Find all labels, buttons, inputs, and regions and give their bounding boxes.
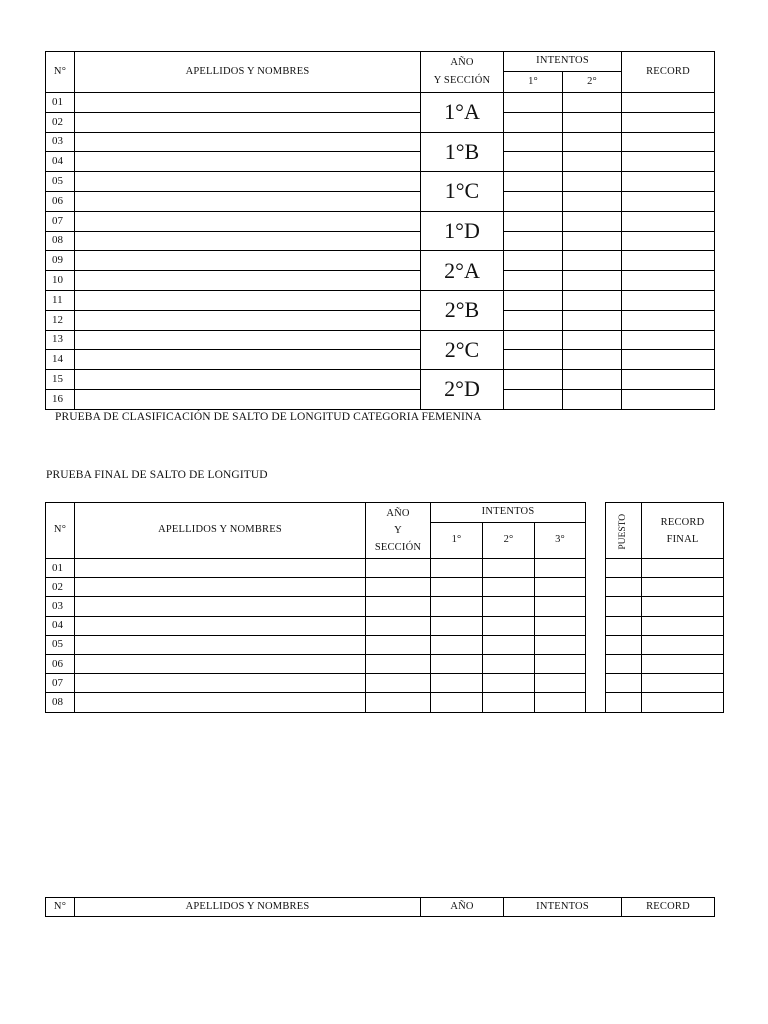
attempt-2-cell[interactable] <box>563 251 622 271</box>
final-record-cell[interactable] <box>642 635 724 654</box>
final-record-cell[interactable] <box>642 654 724 673</box>
third-header-attempts: INTENTOS <box>504 898 622 917</box>
name-cell[interactable] <box>75 693 366 712</box>
attempt-1-cell[interactable] <box>504 310 563 330</box>
record-cell[interactable] <box>622 310 715 330</box>
attempt-1-cell[interactable] <box>504 251 563 271</box>
third-header-number: N° <box>46 898 75 917</box>
attempt-1-cell[interactable] <box>431 616 483 635</box>
header-name: APELLIDOS Y NOMBRES <box>75 52 421 93</box>
name-cell[interactable] <box>75 559 366 578</box>
year-section-cell[interactable] <box>366 578 431 597</box>
name-cell[interactable] <box>75 271 421 291</box>
final-table <box>45 502 724 713</box>
qualification-table <box>45 51 715 410</box>
row-number: 08 <box>46 693 75 712</box>
table-row <box>46 152 715 172</box>
final-record-cell[interactable] <box>642 559 724 578</box>
attempt-2-cell[interactable] <box>483 559 535 578</box>
attempt-3-cell[interactable] <box>535 616 586 635</box>
attempt-2-cell[interactable] <box>483 616 535 635</box>
attempt-1-cell[interactable] <box>504 290 563 310</box>
place-cell[interactable] <box>606 674 642 693</box>
final-record-cell[interactable] <box>642 578 724 597</box>
spacer-cell <box>586 674 606 693</box>
attempt-1-cell[interactable] <box>431 693 483 712</box>
row-number: 08 <box>46 231 75 251</box>
year-section-cell[interactable] <box>366 693 431 712</box>
final-header-record <box>642 503 724 559</box>
record-cell[interactable] <box>622 172 715 192</box>
table-row <box>46 132 715 152</box>
row-number: 15 <box>46 370 75 390</box>
year-section-cell[interactable] <box>366 654 431 673</box>
attempt-2-cell[interactable] <box>563 290 622 310</box>
table-row <box>46 635 724 654</box>
table-row <box>46 578 724 597</box>
section-cell: 1°B <box>421 132 504 172</box>
attempt-1-cell[interactable] <box>504 271 563 291</box>
spacer-cell <box>586 578 606 597</box>
place-cell[interactable] <box>606 693 642 712</box>
place-cell[interactable] <box>606 654 642 673</box>
third-header-year: AÑO <box>421 898 504 917</box>
table-row <box>46 350 715 370</box>
name-cell[interactable] <box>75 152 421 172</box>
row-number: 09 <box>46 251 75 271</box>
section-cell: 1°D <box>421 211 504 251</box>
final-header-place <box>606 503 642 559</box>
final-record-cell[interactable] <box>642 597 724 616</box>
table-row <box>46 559 724 578</box>
third-header-name: APELLIDOS Y NOMBRES <box>75 898 421 917</box>
spacer-cell <box>586 559 606 578</box>
attempt-1-cell[interactable] <box>504 330 563 350</box>
table-row <box>46 693 724 712</box>
table-row <box>46 616 724 635</box>
table-row <box>46 251 715 271</box>
caption-qualification: PRUEBA DE CLASIFICACIÓN DE SALTO DE LONGITUD CATEGORIA FEMENINA <box>55 411 482 423</box>
header-year-section <box>421 52 504 93</box>
attempt-2-cell[interactable] <box>483 674 535 693</box>
header-attempt-1: 1° <box>504 72 563 93</box>
attempt-1-cell[interactable] <box>431 597 483 616</box>
name-cell[interactable] <box>75 172 421 192</box>
row-number: 10 <box>46 271 75 291</box>
table-row <box>46 597 724 616</box>
attempt-1-cell[interactable] <box>504 172 563 192</box>
place-cell[interactable] <box>606 578 642 597</box>
record-cell[interactable] <box>622 350 715 370</box>
name-cell[interactable] <box>75 654 366 673</box>
row-number: 11 <box>46 290 75 310</box>
header-attempt-2: 2° <box>563 72 622 93</box>
name-cell[interactable] <box>75 112 421 132</box>
row-number: 07 <box>46 211 75 231</box>
table-row <box>46 310 715 330</box>
attempt-1-cell[interactable] <box>504 370 563 390</box>
caption-final: PRUEBA FINAL DE SALTO DE LONGITUD <box>46 469 268 481</box>
name-cell[interactable] <box>75 290 421 310</box>
record-cell[interactable] <box>622 112 715 132</box>
final-header-name: APELLIDOS Y NOMBRES <box>75 503 366 559</box>
record-cell[interactable] <box>622 231 715 251</box>
attempt-1-cell[interactable] <box>431 654 483 673</box>
attempt-1-cell[interactable] <box>504 152 563 172</box>
final-header-year-l2: Y <box>394 525 402 536</box>
table-row <box>46 211 715 231</box>
final-header-attempt-1: 1° <box>431 523 483 559</box>
spacer-cell <box>586 654 606 673</box>
table-row <box>46 271 715 291</box>
table-row <box>46 370 715 390</box>
header-year-line1: AÑO <box>450 57 474 68</box>
year-section-cell[interactable] <box>366 635 431 654</box>
name-cell[interactable] <box>75 350 421 370</box>
name-cell[interactable] <box>75 597 366 616</box>
attempt-3-cell[interactable] <box>535 635 586 654</box>
name-cell[interactable] <box>75 132 421 152</box>
spacer-cell <box>586 635 606 654</box>
place-cell[interactable] <box>606 597 642 616</box>
final-record-cell[interactable] <box>642 674 724 693</box>
row-number: 14 <box>46 350 75 370</box>
row-number: 06 <box>46 654 75 673</box>
attempt-2-cell[interactable] <box>483 693 535 712</box>
row-number: 03 <box>46 132 75 152</box>
year-section-cell[interactable] <box>366 559 431 578</box>
section-cell: 2°A <box>421 251 504 291</box>
table-row <box>46 112 715 132</box>
attempt-2-cell[interactable] <box>563 191 622 211</box>
final-record-cell[interactable] <box>642 616 724 635</box>
table-row <box>46 674 724 693</box>
attempt-1-cell[interactable] <box>504 231 563 251</box>
final-header-number: N° <box>46 503 75 559</box>
final-record-cell[interactable] <box>642 693 724 712</box>
record-cell[interactable] <box>622 271 715 291</box>
name-cell[interactable] <box>75 674 366 693</box>
record-cell[interactable] <box>622 330 715 350</box>
name-cell[interactable] <box>75 191 421 211</box>
attempt-2-cell[interactable] <box>563 330 622 350</box>
attempt-3-cell[interactable] <box>535 578 586 597</box>
attempt-2-cell[interactable] <box>563 350 622 370</box>
row-number: 01 <box>46 93 75 113</box>
name-cell[interactable] <box>75 389 421 409</box>
final-header-record-l2: FINAL <box>666 533 699 545</box>
attempt-1-cell[interactable] <box>504 112 563 132</box>
record-cell[interactable] <box>622 389 715 409</box>
attempt-2-cell[interactable] <box>563 152 622 172</box>
row-number: 02 <box>46 578 75 597</box>
name-cell[interactable] <box>75 578 366 597</box>
attempt-3-cell[interactable] <box>535 674 586 693</box>
attempt-3-cell[interactable] <box>535 693 586 712</box>
row-number: 02 <box>46 112 75 132</box>
attempt-3-cell[interactable] <box>535 654 586 673</box>
section-cell: 2°D <box>421 370 504 410</box>
table-row <box>46 330 715 350</box>
row-number: 07 <box>46 674 75 693</box>
table-row <box>46 654 724 673</box>
record-cell[interactable] <box>622 191 715 211</box>
header-record: RECORD <box>622 52 715 93</box>
attempt-1-cell[interactable] <box>504 211 563 231</box>
attempt-2-cell[interactable] <box>563 271 622 291</box>
spacer-cell <box>586 597 606 616</box>
final-header-place-label: PUESTO <box>618 513 629 550</box>
attempt-2-cell[interactable] <box>483 654 535 673</box>
attempt-1-cell[interactable] <box>504 132 563 152</box>
header-attempts: INTENTOS <box>504 52 622 72</box>
record-cell[interactable] <box>622 370 715 390</box>
name-cell[interactable] <box>75 635 366 654</box>
attempt-2-cell[interactable] <box>563 112 622 132</box>
attempt-3-cell[interactable] <box>535 559 586 578</box>
final-header-record-l1: RECORD <box>660 516 705 528</box>
spacer-cell <box>586 693 606 712</box>
row-number: 01 <box>46 559 75 578</box>
attempt-2-cell[interactable] <box>563 310 622 330</box>
section-cell: 2°C <box>421 330 504 370</box>
table-row <box>46 389 715 409</box>
year-section-cell[interactable] <box>366 674 431 693</box>
attempt-1-cell[interactable] <box>504 350 563 370</box>
section-cell: 1°A <box>421 93 504 133</box>
section-cell: 1°C <box>421 172 504 212</box>
row-number: 05 <box>46 172 75 192</box>
record-cell[interactable] <box>622 93 715 113</box>
attempt-2-cell[interactable] <box>563 231 622 251</box>
name-cell[interactable] <box>75 211 421 231</box>
final-header-attempt-3: 3° <box>535 523 586 559</box>
table-row <box>46 172 715 192</box>
name-cell[interactable] <box>75 330 421 350</box>
attempt-1-cell[interactable] <box>504 389 563 409</box>
attempt-2-cell[interactable] <box>563 132 622 152</box>
attempt-2-cell[interactable] <box>483 578 535 597</box>
row-number: 06 <box>46 191 75 211</box>
row-number: 03 <box>46 597 75 616</box>
final-header-attempt-2: 2° <box>483 523 535 559</box>
final-header-attempts: INTENTOS <box>431 503 586 523</box>
third-table <box>45 897 715 917</box>
record-cell[interactable] <box>622 152 715 172</box>
record-cell[interactable] <box>622 132 715 152</box>
year-section-cell[interactable] <box>366 597 431 616</box>
name-cell[interactable] <box>75 231 421 251</box>
row-number: 12 <box>46 310 75 330</box>
attempt-2-cell[interactable] <box>563 93 622 113</box>
name-cell[interactable] <box>75 370 421 390</box>
record-cell[interactable] <box>622 251 715 271</box>
attempt-2-cell[interactable] <box>563 172 622 192</box>
attempt-2-cell[interactable] <box>483 635 535 654</box>
spacer-cell <box>586 616 606 635</box>
final-header-year-l3: SECCIÓN <box>374 542 422 553</box>
name-cell[interactable] <box>75 310 421 330</box>
header-year-line2: Y SECCIÓN <box>433 74 491 86</box>
row-number: 16 <box>46 389 75 409</box>
row-number: 13 <box>46 330 75 350</box>
row-number: 04 <box>46 616 75 635</box>
place-cell[interactable] <box>606 616 642 635</box>
final-header-year-section <box>366 503 431 559</box>
attempt-1-cell[interactable] <box>431 559 483 578</box>
row-number: 05 <box>46 635 75 654</box>
attempt-1-cell[interactable] <box>431 674 483 693</box>
attempt-1-cell[interactable] <box>504 93 563 113</box>
name-cell[interactable] <box>75 616 366 635</box>
table-row <box>46 231 715 251</box>
place-cell[interactable] <box>606 559 642 578</box>
attempt-1-cell[interactable] <box>431 578 483 597</box>
attempt-1-cell[interactable] <box>504 191 563 211</box>
third-header-record: RECORD <box>622 898 715 917</box>
table-row <box>46 290 715 310</box>
attempt-2-cell[interactable] <box>563 389 622 409</box>
final-header-year-l1: AÑO <box>386 508 410 519</box>
attempt-1-cell[interactable] <box>431 635 483 654</box>
section-cell: 2°B <box>421 290 504 330</box>
year-section-cell[interactable] <box>366 616 431 635</box>
final-spacer-column <box>586 503 606 559</box>
attempt-3-cell[interactable] <box>535 597 586 616</box>
row-number: 04 <box>46 152 75 172</box>
table-row <box>46 93 715 113</box>
attempt-2-cell[interactable] <box>483 597 535 616</box>
attempt-2-cell[interactable] <box>563 370 622 390</box>
attempt-2-cell[interactable] <box>563 211 622 231</box>
place-cell[interactable] <box>606 635 642 654</box>
name-cell[interactable] <box>75 251 421 271</box>
header-number: N° <box>46 52 75 93</box>
record-cell[interactable] <box>622 211 715 231</box>
name-cell[interactable] <box>75 93 421 113</box>
table-row <box>46 191 715 211</box>
record-cell[interactable] <box>622 290 715 310</box>
